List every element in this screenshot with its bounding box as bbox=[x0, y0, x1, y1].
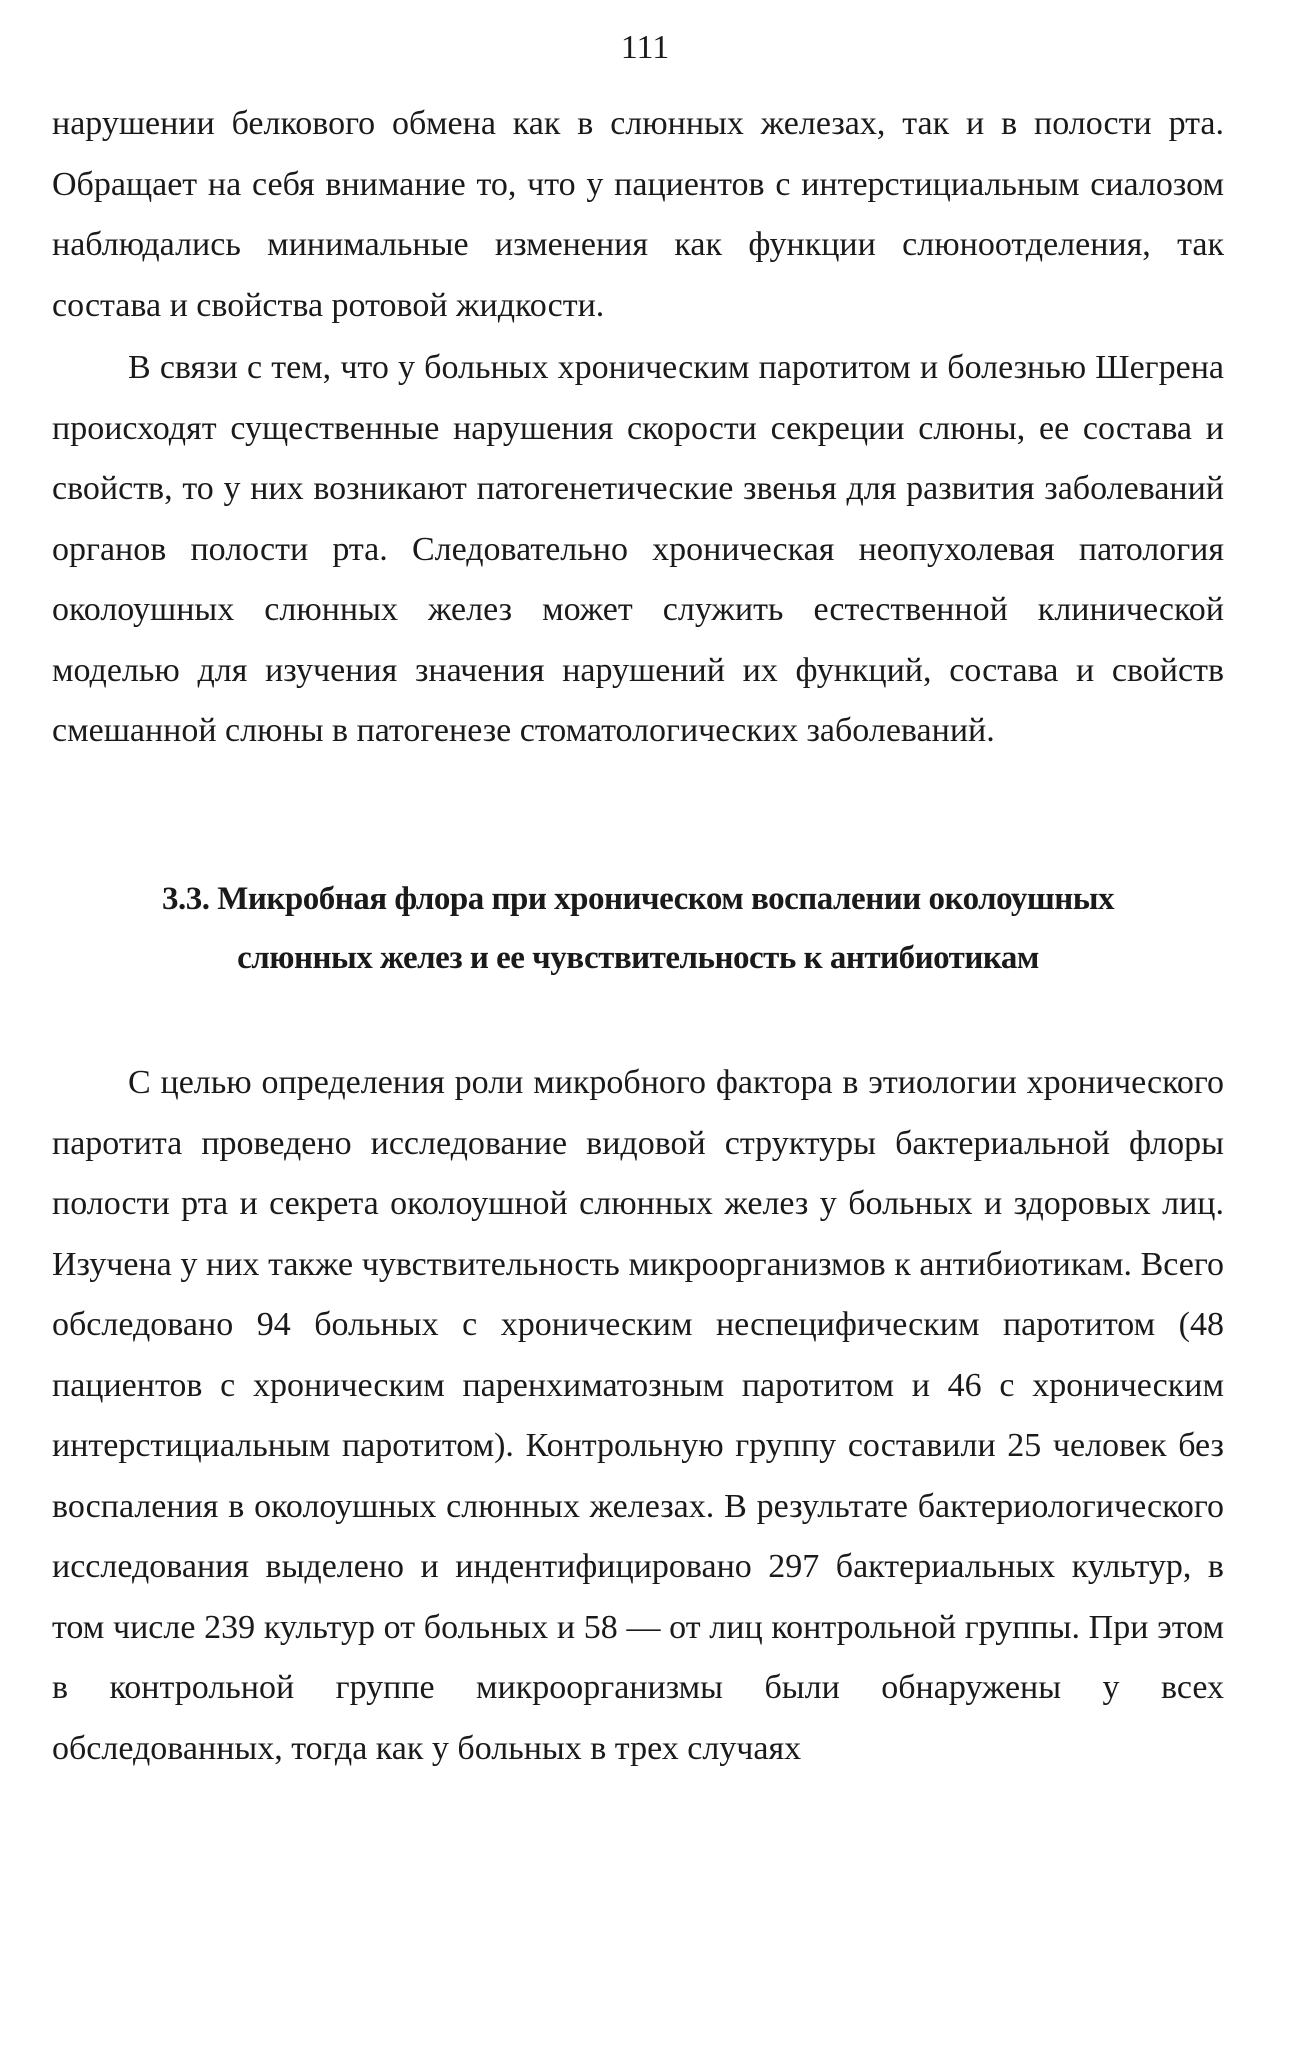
paragraph-microbial bbox=[52, 1053, 1224, 1779]
paragraph-continuation bbox=[52, 94, 1224, 336]
paragraph-sjogren bbox=[52, 338, 1224, 762]
paragraph-text: В связи с тем, что у больных хроническим паротитом и болезнью Шегрена происходят существенные нарушения скорости секреции слюны, ее состава и свойств, то у них возникают патогенетические звенья для развития заболеваний органов полости рта. Следовательно хроническая неопухолевая патология околоушных слюнных желез может служить естественной клинической моделью для изучения значения нарушений их функций, состава и свойств смешанной слюны в патогенезе стоматологических заболеваний. bbox=[52, 349, 1224, 749]
section-heading-line-2: слюнных желез и ее чувствительность к антибиотикам bbox=[237, 940, 1039, 976]
section-heading bbox=[52, 870, 1224, 988]
paragraph-text: нарушении белкового обмена как в слюнных железах, так и в полости рта. Обращает на себя внимание то, что у пациентов с интерстициальным сиалозом наблюдались минимальные изменения как функции слюноотделения, так состава и свойства ротовой жидкости. bbox=[52, 105, 1224, 324]
paragraph-text: С целью определения роли микробного фактора в этиологии хронического паротита проведено исследование видовой структуры бактериальной флоры полости рта и секрета околоушной слюнных желез у больных и здоровых лиц. Изучена у них также чувствительность микроорганизмов к антибиотикам. Всего обследовано 94 больных с хроническим неспецифическим паротитом (48 пациентов с хроническим паренхиматозным паротитом и 46 с хроническим интерстициальным паротитом). Контрольную группу составили 25 человек без воспаления в околоушных слюнных железах. В результате бактериологического исследования выделено и индентифицировано 297 бактериальных культур, в том числе 239 культур от больных и 58 — от лиц контрольной группы. При этом в контрольной группе микроорганизмы были обнаружены у всех обследованных, тогда как у больных в трех случаях bbox=[52, 1064, 1224, 1767]
page-number: 111 bbox=[620, 29, 670, 66]
section-heading-line-1: 3.3. Микробная флора при хроническом воспалении околоушных bbox=[161, 881, 1115, 917]
